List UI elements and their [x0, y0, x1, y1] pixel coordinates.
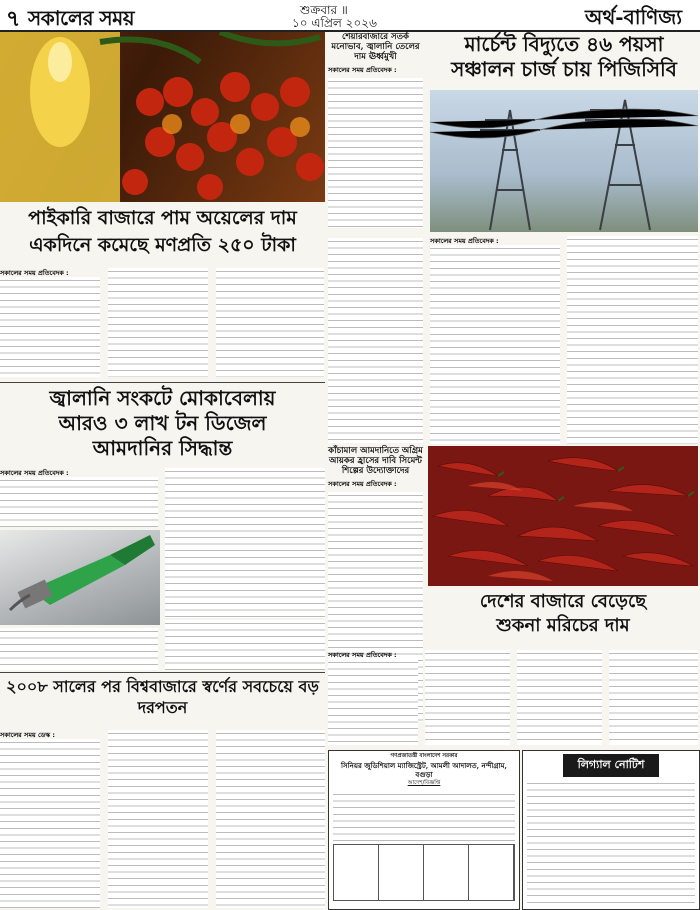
diesel-col-1-cont: [0, 628, 158, 670]
legal-notice-title: লিগ্যাল নোটিশ: [563, 754, 659, 777]
chili-col-4: [609, 650, 698, 745]
gold-byline: সকালের সময় ডেস্ক :: [0, 731, 55, 739]
legal-notice-body: [527, 780, 695, 905]
paper-name: সকালের সময়: [28, 6, 135, 30]
gold-col-1: [0, 739, 100, 908]
legal-notice: [522, 750, 700, 910]
palm-fruit-illustration: [0, 32, 325, 202]
chili-col-1: [328, 659, 418, 745]
merchant-photo: [430, 90, 698, 232]
share-market-headline: শেয়ারবাজারে সতর্ক মনোভাব, জ্বালানি তেলের দাম ঊর্ধ্বমুখী: [331, 32, 420, 62]
diesel-col-2: [165, 468, 325, 618]
diesel-headline-1: জ্বালানি সংকটে মোকাবেলায়: [49, 386, 276, 410]
gold-headline-box: [0, 676, 325, 728]
palm-oil-headline-1: পাইকারি বাজারে পাম অয়েলের দাম: [28, 207, 297, 229]
chili-body: [328, 650, 698, 745]
court-notice-top: গণপ্রজাতন্ত্রী বাংলাদেশ সরকার: [390, 753, 458, 759]
page-number: ৭: [6, 6, 21, 32]
chili-byline: সকালের সময় প্রতিবেদক :: [328, 651, 397, 659]
palm-oil-photo: [0, 32, 325, 202]
diesel-headline-2: আরও ৩ লাখ টন ডিজেল: [58, 411, 267, 435]
fuel-nozzle-illustration: [0, 530, 160, 625]
court-notice-body: [333, 791, 515, 841]
merchant-byline: সকালের সময় প্রতিবেদক :: [430, 237, 499, 245]
court-notice-table: [333, 844, 515, 901]
chili-col-2: [425, 650, 510, 745]
day-label: শুক্রবার ॥: [300, 3, 348, 17]
gold-headline: ২০০৮ সালের পর বিশ্ববাজারে স্বর্ণের সবচেয়ে বড় দরপতন: [6, 677, 319, 717]
palm-col-2: [108, 268, 208, 377]
fuel-nozzle-photo: [0, 530, 160, 625]
chili-col-3: [517, 650, 602, 745]
gold-col-3: [216, 730, 325, 908]
merchant-col-2: [567, 236, 698, 444]
share-market-body: [328, 78, 423, 228]
palm-oil-headline-2: একদিনে কমেছে মণপ্রতি ২৫০ টাকা: [29, 234, 296, 256]
merchant-col-1: [430, 245, 560, 444]
share-market-article: [328, 32, 423, 232]
merchant-body: [430, 236, 698, 444]
merchant-headline-2: সঞ্চালন চার্জ চায় পিজিসিবি: [451, 57, 677, 81]
merchant-headline-1: মার্চেন্ট বিদ্যুতে ৪৬ পয়সা: [464, 32, 664, 56]
section-title: অর্থ-বাণিজ্য: [585, 5, 683, 29]
gold-body: [0, 730, 325, 908]
gold-col-2: [108, 730, 208, 908]
palm-oil-byline: সকালের সময় প্রতিবেদক :: [0, 269, 69, 277]
diesel-headline-box: [0, 386, 325, 466]
cement-headline: কাঁচামাল আমদানিতে অগ্রিম আয়কর হ্রাসের দাবি সিমেন্ট শিল্পের উদ্যোক্তাদের: [328, 446, 423, 476]
palm-col-3: [216, 268, 324, 377]
chili-headline-1: দেশের বাজারে বেড়েছে: [479, 591, 647, 612]
date-label: ১০ এপ্রিল ২০২৬: [292, 16, 377, 30]
power-tower-illustration: [430, 90, 698, 232]
divider-top: [0, 382, 325, 383]
cement-byline: সকালের সময় প্রতিবেদক :: [328, 480, 397, 488]
share-market-body-cont: [328, 238, 423, 443]
chili-headline-2: শুকনা মরিচের দাম: [496, 615, 630, 636]
dried-chili-photo: [428, 446, 698, 586]
palm-col-1: [0, 277, 100, 377]
merchant-headline-box: [430, 32, 698, 88]
court-notice-subtitle: আদেশ/বিজ্ঞপ্তি: [407, 780, 441, 786]
court-notice: [328, 750, 520, 910]
chili-illustration: [428, 446, 698, 586]
court-notice-office: সিনিয়র জুডিশিয়াল ম্যাজিস্ট্রেট, আমলী আদালত, নন্দীগ্রাম, বগুড়া: [341, 761, 507, 779]
chili-headline-box: [428, 590, 698, 645]
masthead: [0, 0, 700, 32]
diesel-col-2-cont: [165, 620, 325, 670]
diesel-byline: সকালের সময় প্রতিবেদক :: [0, 469, 69, 477]
share-market-byline: সকালের সময় প্রতিবেদক :: [328, 66, 397, 74]
divider-mid: [0, 672, 325, 673]
palm-oil-body: [0, 268, 325, 378]
diesel-headline-3: আমদানির সিদ্ধান্ত: [92, 436, 233, 460]
diesel-col-1: [0, 477, 158, 527]
palm-oil-headline-box: [0, 205, 325, 267]
